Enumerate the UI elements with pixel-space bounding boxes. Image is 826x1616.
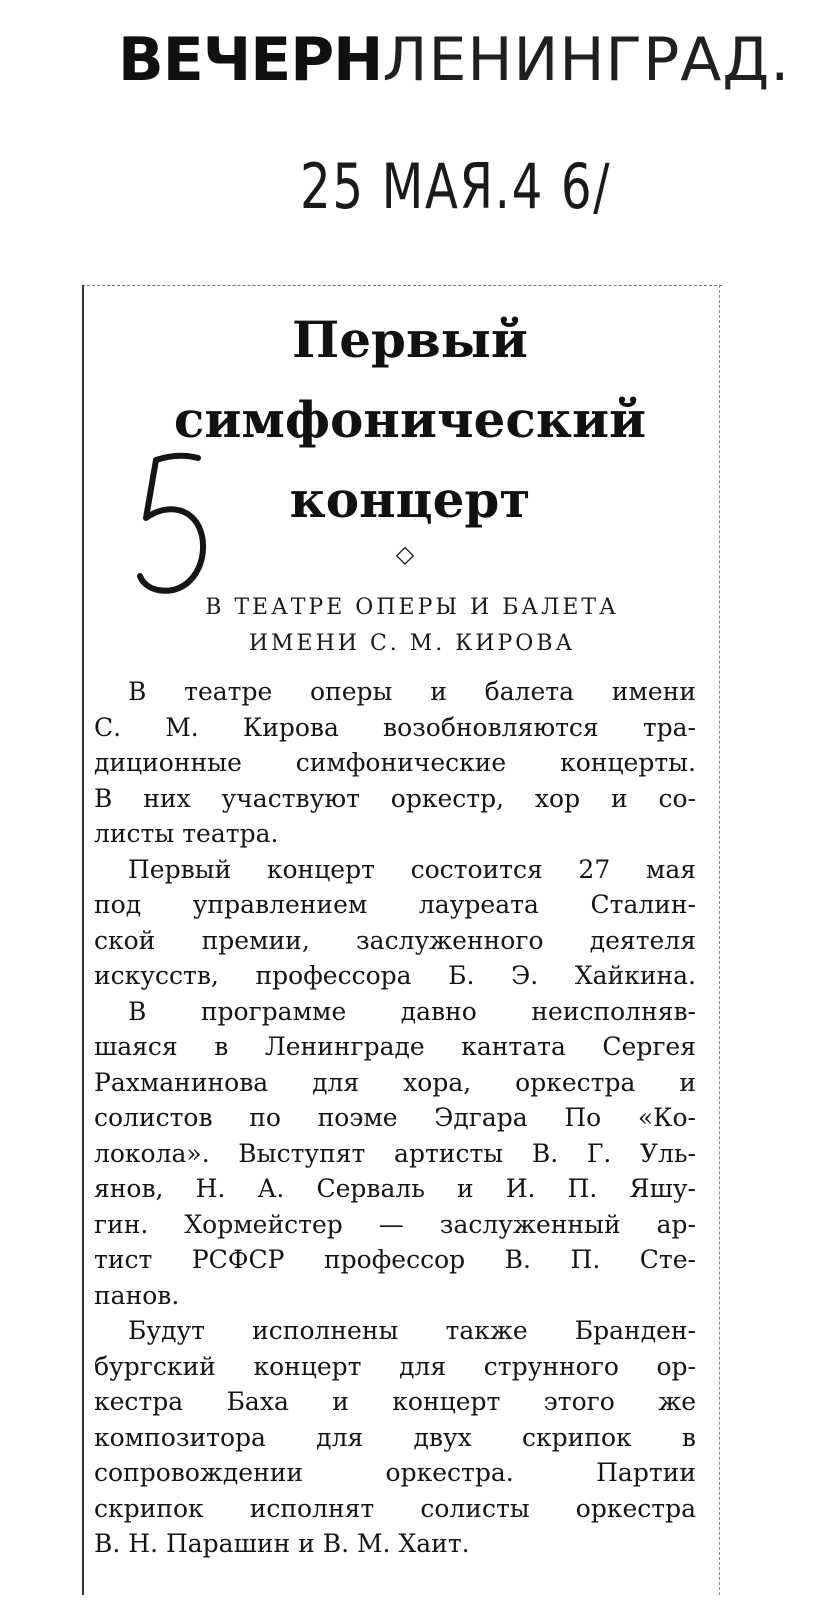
article-line: янов, Н. А. Серваль и И. П. Яшу-	[94, 1174, 696, 1203]
article-line: шаяся в Ленинграде кантата Сергея	[94, 1032, 696, 1061]
article-line: тист РСФСР профессор В. П. Сте-	[94, 1245, 696, 1274]
subheading-line: ИМЕНИ С. М. КИРОВА	[248, 631, 576, 656]
subheading-line: В ТЕАТРЕ ОПЕРЫ И БАЛЕТА	[205, 595, 619, 620]
article-line: В них участвуют оркестр, хор и со-	[94, 783, 696, 813]
article-line: кестра Баха и концерт этого же	[94, 1387, 696, 1416]
article-line: композитора для двух скрипок в	[94, 1422, 696, 1452]
column-left-rule	[82, 285, 84, 1595]
stamp-date: 25 МАЯ.4 6/	[300, 150, 612, 223]
article-line: солистов по поэме Эдгара По «Ко-	[94, 1103, 696, 1132]
article-line: гин. Хормейстер — заслуженный ар-	[94, 1209, 696, 1239]
headline-line: концерт	[289, 470, 531, 529]
newspaper-name-bold: ВЕЧЕРН	[118, 25, 383, 95]
article-line: локола». Выступят артисты В. Г. Уль-	[94, 1138, 696, 1168]
diamond-ornament-icon: ◇	[395, 540, 415, 568]
article-line: Рахманинова для хора, оркестра и	[94, 1067, 696, 1097]
article-line: Будут исполнены также Бранден-	[128, 1316, 696, 1345]
headline-line: Первый	[292, 310, 528, 369]
newspaper-stamp	[118, 25, 791, 95]
article-line: искусств, профессора Б. Э. Хайкина.	[94, 961, 696, 990]
headline-line: симфонический	[173, 390, 647, 449]
newspaper-name-city: ЛЕНИНГРАД.	[382, 25, 791, 95]
article-line: С. М. Кирова возобновляются тра-	[94, 712, 696, 742]
article-line: диционные симфонические концерты.	[94, 748, 696, 777]
article-line: листы театра.	[94, 819, 279, 848]
article-line: В театре оперы и балета имени	[128, 677, 696, 706]
article-line: В. Н. Парашин и В. М. Хаит.	[94, 1529, 470, 1558]
article-line: сопровождении оркестра. Партии	[94, 1458, 696, 1487]
article-line: скрипок исполнят солисты оркестра	[94, 1493, 696, 1523]
article-line: ской премии, заслуженного деятеля	[94, 925, 696, 955]
article-line: Первый концерт состоится 27 мая	[128, 854, 696, 884]
article-line: бургский концерт для струнного ор-	[94, 1351, 696, 1381]
article-subheading	[92, 590, 732, 662]
article-line: панов.	[94, 1280, 180, 1310]
article-body	[94, 674, 696, 1562]
article-line: В программе давно неисполняв-	[128, 996, 696, 1026]
handwritten-number-five	[128, 440, 218, 610]
article-line: под управлением лауреата Сталин-	[94, 890, 696, 919]
clipping-top-edge	[82, 285, 722, 286]
